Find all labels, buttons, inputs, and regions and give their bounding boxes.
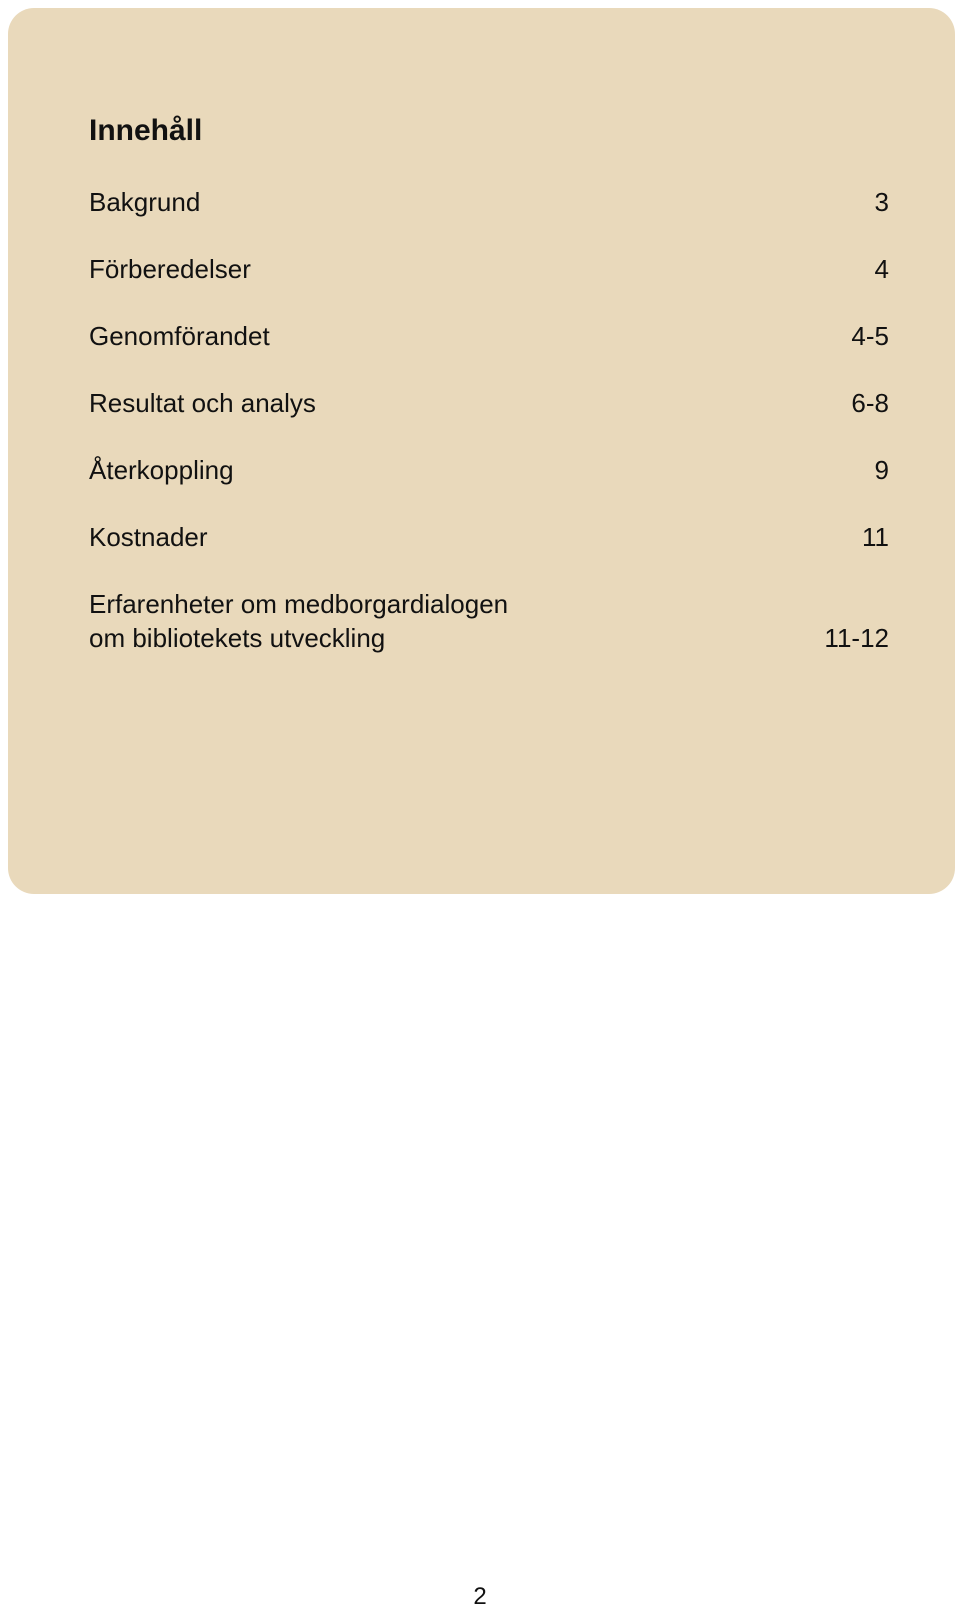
toc-entry-bakgrund (89, 185, 889, 252)
toc-entry-kostnader (89, 520, 889, 587)
toc-entry-aterkoppling (89, 453, 889, 520)
toc-entry-label: Resultat och analys (89, 388, 316, 418)
toc-entry-page: 11-12 (824, 623, 889, 653)
toc-entry-label: Genomförandet (89, 321, 270, 351)
toc-entry-label: Kostnader (89, 522, 208, 552)
toc-entry-page: 3 (874, 187, 889, 217)
toc-entry-page: 4-5 (851, 321, 889, 351)
toc-title: Innehåll (89, 114, 203, 147)
page-number: 2 (473, 1583, 487, 1610)
toc-entry-forberedelser (89, 252, 889, 319)
toc-entry-page: 4 (874, 254, 889, 284)
toc-entry-page: 9 (874, 455, 889, 485)
toc-entry-label: Förberedelser (89, 254, 251, 284)
toc-entry-page: 6-8 (851, 388, 889, 418)
toc-entry-erfarenheter (89, 587, 889, 655)
toc-entry-label: Erfarenheter om medborgardialogen om bibliotekets utveckling (89, 589, 509, 653)
toc-entry-genomforandet (89, 319, 889, 386)
toc-list (89, 185, 889, 655)
toc-entry-label: Bakgrund (89, 187, 201, 217)
toc-entry-label: Återkoppling (89, 455, 234, 485)
toc-entry-resultat (89, 386, 889, 453)
toc-entry-page: 11 (862, 522, 889, 552)
